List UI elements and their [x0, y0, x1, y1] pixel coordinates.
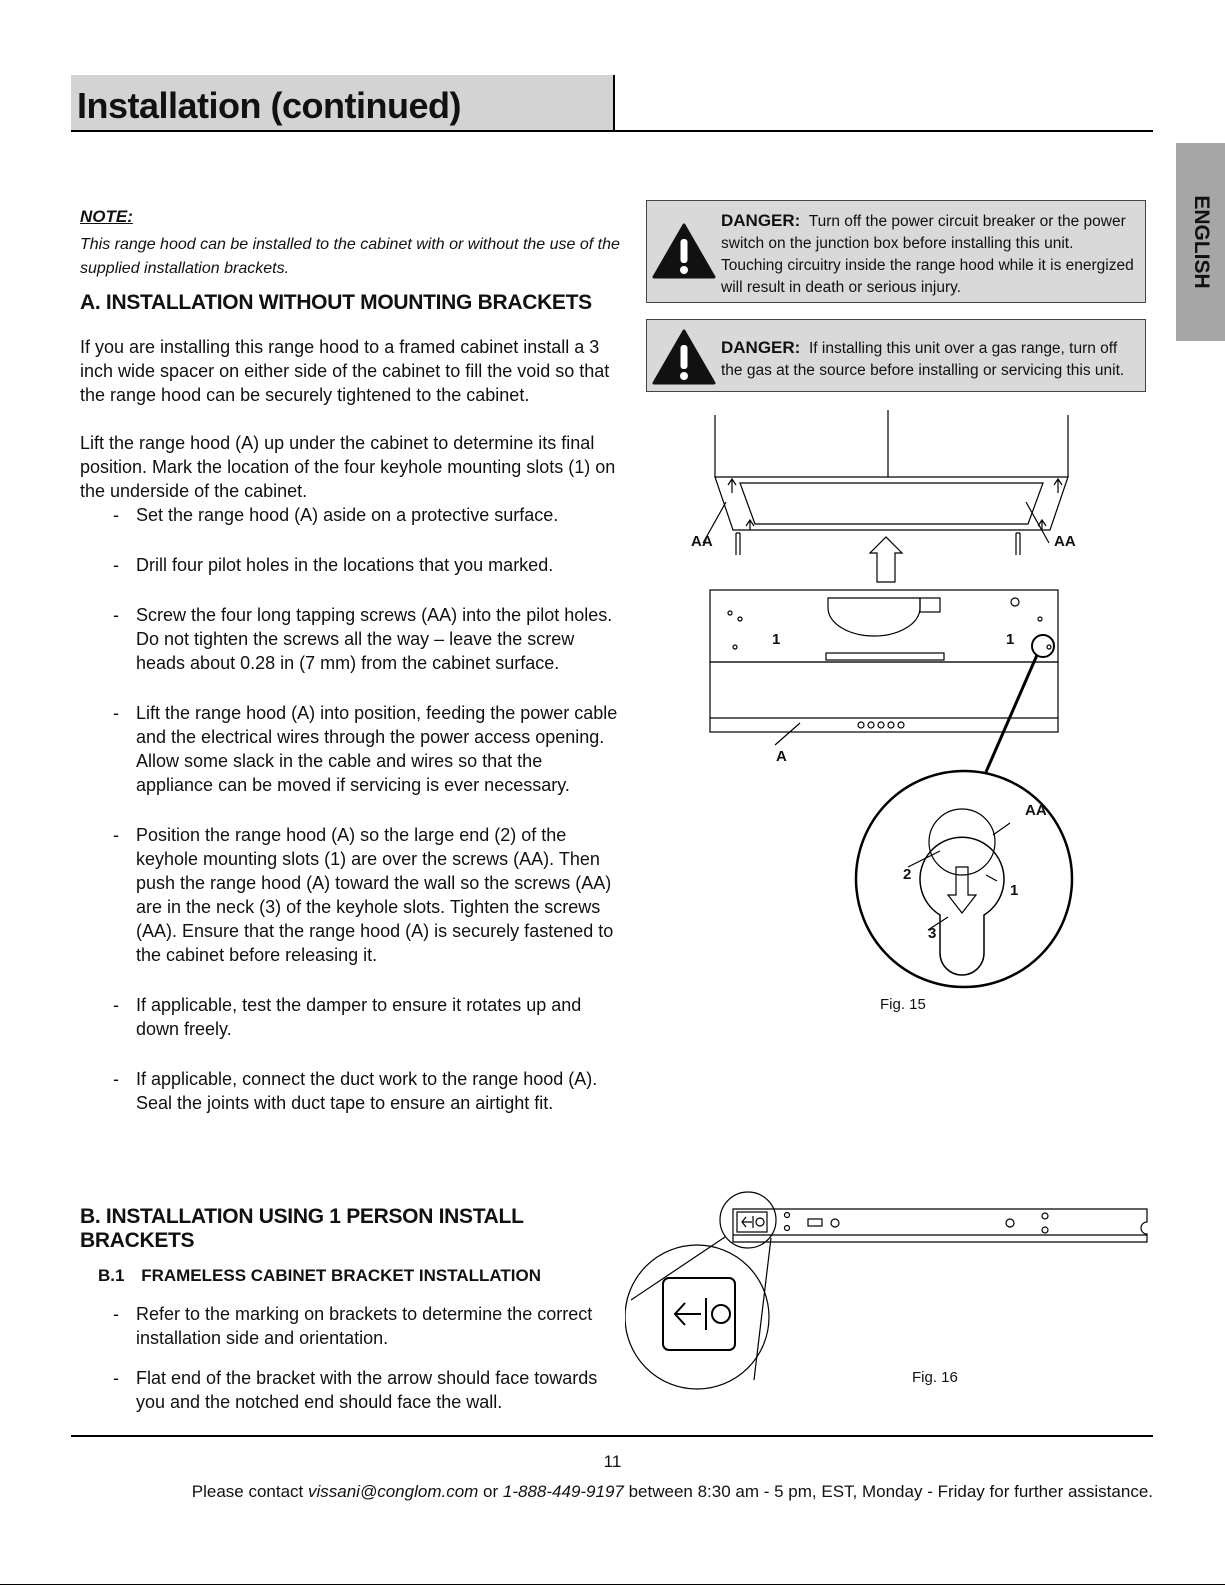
fig15-label-neck: 3	[928, 925, 937, 942]
arrow-icon	[1054, 479, 1062, 493]
fig15-label-screw-left: AA	[691, 533, 713, 550]
warning-icon	[652, 223, 716, 279]
fig15-label-slot-detail: 1	[1010, 882, 1019, 899]
note-text: This range hood can be installed to the cabinet with or without the use of the supplied installation brackets.	[80, 236, 620, 277]
list-item: - If applicable, connect the duct work to the range hood (A). Seal the joints with duct tape to ensure an airtight fit.	[80, 1067, 620, 1115]
up-arrow-icon	[870, 537, 902, 582]
list-item: - If applicable, test the damper to ensure it rotates up and down freely.	[80, 993, 620, 1041]
hood-slot	[826, 653, 944, 660]
fig15-label-detail-screw: AA	[1025, 802, 1047, 819]
screw-right	[1016, 533, 1020, 555]
danger-2-label: DANGER:	[721, 338, 801, 357]
page-number: 11	[603, 1452, 622, 1471]
leader-line	[908, 851, 940, 867]
danger-1-label: DANGER:	[721, 211, 801, 230]
fig15-illustration	[640, 405, 1160, 1005]
detail-circle	[625, 1245, 769, 1389]
danger-1-text-block	[721, 210, 1135, 299]
leader-line	[993, 823, 1010, 835]
left-column	[80, 205, 620, 1141]
list-item: - Flat end of the bracket with the arrow should face towards you and the notched end should face the wall.	[80, 1366, 620, 1414]
fig16-caption: Fig. 16	[912, 1369, 958, 1386]
contact-post: between 8:30 am - 5 pm, EST, Monday - Friday for further assistance.	[623, 1482, 1153, 1501]
section-b-steps	[80, 1302, 620, 1414]
danger-box-gas	[646, 319, 1146, 392]
contact-line	[192, 1482, 1153, 1502]
fig15-label-slot-right: 1	[1006, 631, 1015, 648]
list-item: - Position the range hood (A) so the large end (2) of the keyhole mounting slots (1) are over the screws (AA). Then push the range hood (A) toward the wall so the screws (AA) are in the neck (3) of the keyhole slots. Tighten the screws (AA). Ensure that the range hood (A) is securely fastened to the cabinet before releasing it.	[80, 823, 620, 967]
cabinet-inner-frame	[740, 483, 1043, 524]
warning-icon	[652, 329, 716, 385]
arrow-icon	[728, 479, 736, 493]
fig16-illustration	[625, 1190, 1155, 1400]
fig15-label-screw-right: AA	[1054, 533, 1076, 550]
section-b-heading: B. INSTALLATION USING 1 PERSON INSTALL BRACKETS	[80, 1205, 524, 1252]
damper-box	[920, 598, 940, 612]
list-item: - Screw the four long tapping screws (AA) into the pilot holes. Do not tighten the screws all the way – leave the screw heads about 0.28 in (7 mm) from the cabinet surface.	[80, 603, 620, 675]
section-a-heading: A. INSTALLATION WITHOUT MOUNTING BRACKETS	[80, 291, 592, 314]
section-a-steps	[80, 503, 620, 1115]
hood-front-panel	[710, 662, 1058, 732]
fig15-caption: Fig. 15	[880, 996, 926, 1013]
section-b1-heading	[98, 1264, 620, 1288]
title-bar	[71, 75, 614, 130]
leader-line	[775, 723, 800, 745]
title-rule	[71, 130, 1153, 132]
section-b	[80, 1205, 620, 1440]
danger-1-text: Turn off the power circuit breaker or the power switch on the junction box before installing this unit. Touching circuitry inside the range hood while it is energized will result in death or serious injury.	[721, 213, 1134, 296]
keyhole-slot	[1011, 598, 1019, 606]
contact-pre: Please contact	[191, 1482, 308, 1501]
footer-rule	[71, 1435, 1153, 1437]
zoom-connector	[986, 655, 1037, 772]
hood-duct-collar	[828, 598, 920, 636]
contact-or: or	[478, 1482, 503, 1501]
page-title: Installation (continued)	[77, 85, 461, 126]
list-item: - Refer to the marking on brackets to determine the correct installation side and orientation.	[80, 1302, 620, 1350]
hood-top-plate	[710, 590, 1058, 662]
fig15-label-hood: A	[776, 748, 787, 765]
contact-email[interactable]: vissani@conglom.com	[308, 1482, 479, 1501]
danger-2-text-block	[721, 337, 1135, 382]
danger-2-text: If installing this unit over a gas range, turn off the gas at the source before installing or servicing this unit.	[721, 340, 1125, 379]
title-divider	[613, 75, 615, 130]
section-a-para-1: If you are installing this range hood to a framed cabinet install a 3 inch wide spacer on either side of the cabinet to fill the void so that the range hood can be securely tightened to the cabinet.	[80, 337, 610, 405]
note-label: NOTE:	[80, 207, 133, 226]
list-item: - Set the range hood (A) aside on a protective surface.	[80, 503, 620, 527]
language-tab	[1176, 143, 1225, 341]
contact-phone[interactable]: 1-888-449-9197	[502, 1482, 624, 1501]
language-tab-label: ENGLISH	[1189, 195, 1213, 289]
section-a-para-2: Lift the range hood (A) up under the cabinet to determine its final position. Mark the location of the four keyhole mounting slots (1) on the underside of the cabinet.	[80, 433, 616, 501]
arrow-icon	[746, 520, 754, 530]
list-item: - Lift the range hood (A) into position, feeding the power cable and the electrical wires through the power access opening. Allow some slack in the cable and wires so that the appliance can be moved if servicing is ever necessary.	[80, 701, 620, 797]
leader-line	[1026, 502, 1049, 543]
leader-line	[986, 875, 997, 881]
list-item: - Drill four pilot holes in the locations that you marked.	[80, 553, 620, 577]
bracket-small-slot	[808, 1219, 822, 1226]
fig15-label-large-end: 2	[903, 866, 912, 883]
section-b1-title: FRAMELESS CABINET BRACKET INSTALLATION	[141, 1266, 542, 1285]
cabinet-underside	[715, 477, 1068, 530]
danger-box-power	[646, 200, 1146, 303]
fig15-label-slot-left: 1	[772, 631, 781, 648]
section-b1-number: B.1	[98, 1266, 125, 1285]
screw-left	[736, 533, 740, 555]
bracket-bar	[733, 1209, 1147, 1242]
screw-head-detail	[929, 809, 995, 875]
left-arrow-icon	[675, 1298, 706, 1330]
